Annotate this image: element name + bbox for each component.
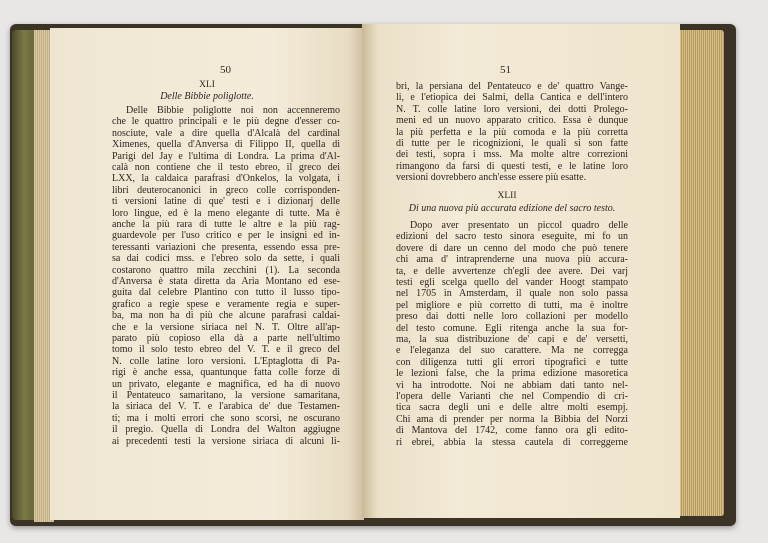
section-number: XLI [199,80,215,90]
text-line: rigi è anche essa, quantunque fatta colle forze di [112,367,340,379]
text-line: Parigi del Jay e l'ultima di Londra. La prima d'Al- [112,150,340,162]
text-line: che le quattro principali e le più degne d'esser co- [112,116,340,128]
page-number: 51 [500,64,511,76]
text-line: che e la versione siriaca nel N. T. Oltre all'ap- [112,321,340,333]
page-number: 50 [220,64,231,76]
text-line: versioni dovrebbero anch'esse essere più esatte. [396,172,587,184]
text-line: dovere di dare un cenno del modo che può tenere [396,242,628,254]
text-line: Delle Bibbie poliglotte noi non accenneremo [126,105,340,116]
text-line: Dopo aver presentato un piccol quadro delle [410,220,628,231]
text-line: anche la più rara di tutte le altre e la più rag- [112,219,340,230]
text-line: pel migliore e più corretto di tutti, ma è inoltre [396,299,628,311]
text-line: guardevole per l'uso critico e per le insigni ed in- [112,230,340,242]
text-line: preso dai dotti nelle loro collazioni per modello [396,311,628,323]
text-line: Ximenes, quella d'Anversa di Filippo II, quella di [112,139,340,151]
text-line: ba, ma non ha di più che alcune parafrasi caldai- [112,310,340,322]
text-line: edizioni del sacro testo sinora eseguite, mi fo un [396,231,628,243]
text-line: d'Anversa è stata diretta da Aria Montano ed ese- [112,276,340,287]
text-line: ma, la sua distribuzione de' capi e de' versetti, [396,334,628,345]
text-line: guita dal celebre Plantino con tutto il lusso tipo- [112,287,340,299]
text-line: nosciute, vale a dire quella d'Alcalà del cardinal [112,127,340,139]
text-line: LXX, la caldaica parafrasi d'Onkelos, la volgata, i [112,173,340,185]
text-line: N. colle latine loro versioni. L'Eptaglotta di Pa- [112,355,340,367]
text-line: testi egli scelga quello del vander Hoogt stampato [396,277,628,288]
text-line: ta, e delle avvertenze ch'egli dee avere. Dei varj [396,265,628,277]
text-line: e l'eleganza del suo carattere. Ma ne corregga [396,345,628,357]
text-line: tica sacra degli uni e delle altre molti esempj. [396,402,628,414]
section-number: XLII [497,191,517,201]
text-line: il pregio. Quella di Londra del Walton aggiugne [112,424,340,436]
text-line: il Pentateuco samaritano, la versione samaritana, [112,390,340,401]
text-line: di tutte per le ricognizioni, le quali si son fatte [396,138,628,149]
text-line: rimangono da farsi di questi testi, e le latine loro [396,160,628,172]
text-line: calà non contiene che il testo ebreo, il greco dei [112,162,340,173]
text-line: costarono quattro mila zecchini (1). La seconda [112,264,340,276]
right-page-edges [676,30,724,516]
text-line: ti; ma i molti errori che sono scorsi, ne oscurano [112,412,340,424]
text-line: ai precedenti testi la versione siriaca di alcuni li- [112,435,340,447]
text-line: dei testi, sopra i mss. Ma molte altre correzioni [396,149,628,161]
text-line: un privato, elegante e magnifica, ed ha di nuovo [112,378,340,390]
left-page [50,28,364,520]
text-line: loro lingue, ed è la meno elegante di tutte. Ma è [112,207,340,219]
text-line: l'opera delle Varianti che nel Compendio di cri- [396,391,628,402]
text-line: bri, la persiana del Pentateuco e de' quattro Vange- [396,81,628,92]
text-line: chi ama d' intraprenderne una nuova più accura- [396,254,628,266]
text-line: ti versioni latine di que' testi e i dizionarj delle [112,196,340,208]
text-line: la siriaca del V. T. e l'arabica de' due Testamen- [112,401,340,413]
section-title: Di una nuova più accurata edizione del sacro testo. [408,203,616,214]
text-line: sa dai codici mss. e l'ebreo solo da sette, i quali [112,253,340,265]
section-title: Delle Bibbie poliglotte. [160,91,254,102]
text-line: ri ebrei, abbia la stessa cautela di correggerne [396,436,628,448]
text-line: teressanti variazioni che presenta, essendo essa pre- [112,241,340,253]
text-line: nel 1705 in Amsterdam, il quale non solo passa [396,288,628,300]
text-line: le lezioni false, che la prima edizione masoretica [396,368,628,380]
text-line: libri deuterocanonici in greco colle corrisponden- [112,184,340,196]
text-line: vi ha introdotte. Noi ne abbiam dati tanto nel- [396,379,628,391]
text-line: meni ed un nuovo apparato critico. Essa è dunque [396,115,628,127]
text-line: con diligenza tutti gli errori tipografici e tutte [396,356,628,368]
text-line: grafico a regie spese e veramente regia e super- [112,298,340,310]
text-line: Chi ama di prender per norma la Bibbia del Norzi [396,413,628,425]
text-line: del testo comune. Egli ritenga anche la sua for- [396,322,628,334]
text-line: la più perfetta e la più comoda e la più corretta [396,126,628,138]
text-line: di Mantova del 1742, come fanno ora gli edito- [396,425,628,437]
text-line: N. T. colle latine loro versioni, dei dotti Prolego- [396,103,628,115]
text-line: li, e l'etiopica dei Salmi, della Cantica e dell'intero [396,92,628,104]
right-page [362,24,680,518]
text-line: parato più copioso ella dà a parte nell'ultimo [112,333,340,344]
text-line: tomo il solo testo ebreo del V. T. e il greco del [112,344,340,356]
